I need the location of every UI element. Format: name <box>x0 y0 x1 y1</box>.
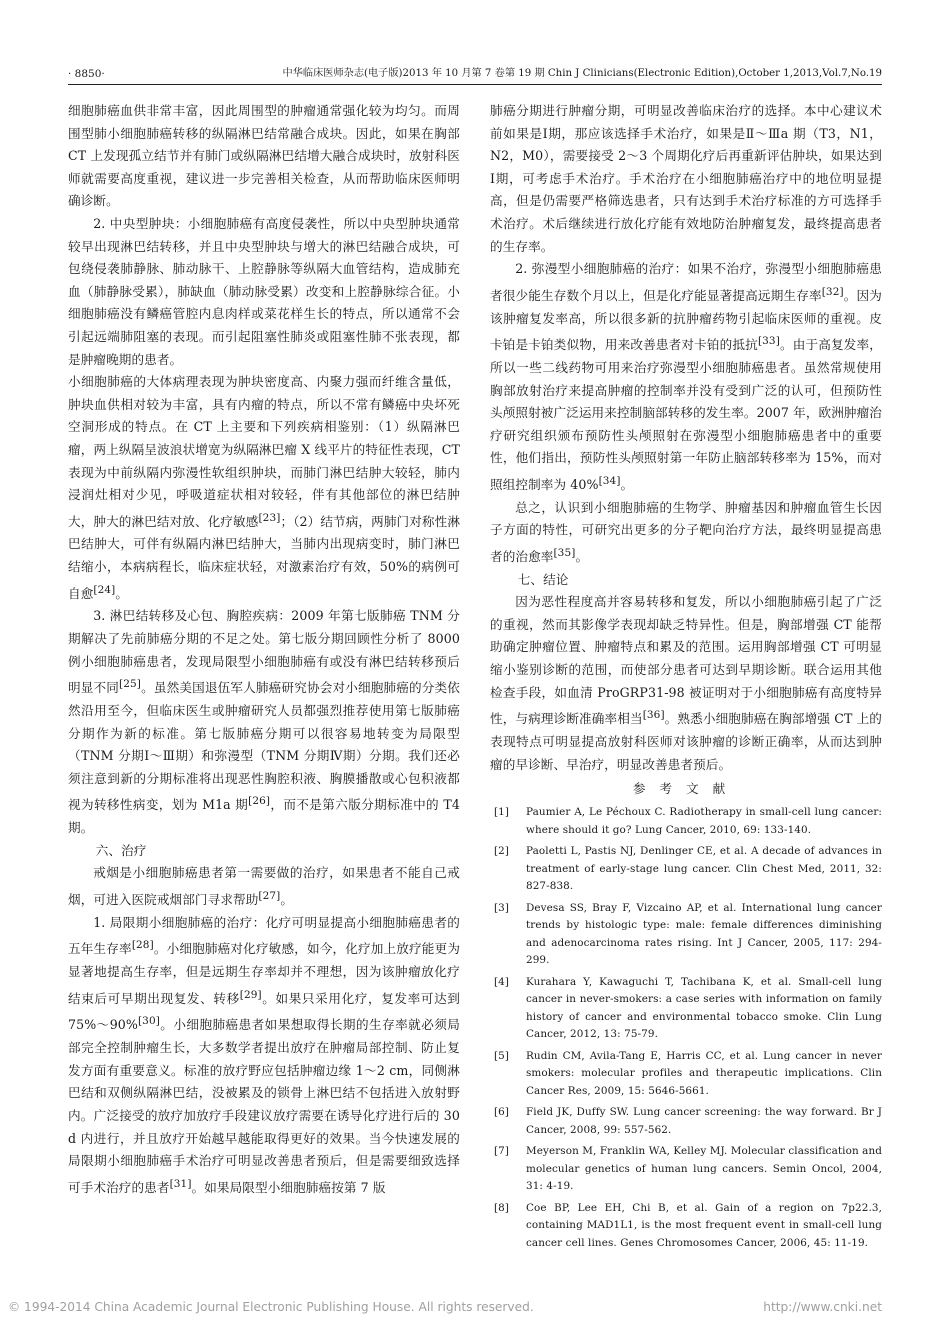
reference-item <box>490 843 882 896</box>
reference-item <box>490 1143 882 1196</box>
citation: [24] <box>93 583 116 596</box>
paragraph: 2. 弥漫型小细胞肺癌的治疗：如果不治疗，弥漫型小细胞肺癌患者很少能生存数个月以上，但是化疗能显著提高远期生存率[32]。因为该肿瘤复发率高，所以很多新的抗肿瘤药物引起临床医师的重视。皮卡铂是卡铂类似物，用来改善患者对卡铂的抵抗[33]。由于高复发率，所以一些二线药物可用来治疗弥漫型小细胞肺癌患者。虽然常规使用胸部放射治疗来提高肿瘤的控制率并没有受到广泛的认可，但预防性头颅照射被广泛运用来控制脑部转移的发生率。2007 年，欧洲肿瘤治疗研究组织颁布预防性头颅照射在弥漫型小细胞肺癌患者中的重要性，他们指出，预防性头颅照射第一年防止脑部转移率为 15%，而对照组控制率为 40%[34]。 <box>490 261 882 493</box>
reference-text: Kurahara Y, Kawaguchi T, Tachibana K, et al. Small-cell lung cancer in never-smokers: a case series with information on family history of cancer and environmental tobacco smoke. Clin Lung Cancer, 2012, 13: 75-79. <box>526 975 882 1041</box>
reference-number: [5] <box>494 1049 510 1062</box>
citation: [28] <box>131 939 154 952</box>
citation: [34] <box>598 474 621 487</box>
reference-item <box>490 804 882 839</box>
reference-number: [1] <box>494 806 510 819</box>
reference-number: [3] <box>494 901 510 914</box>
citation: [32] <box>821 285 844 298</box>
paragraph: 因为恶性程度高并容易转移和复发，所以小细胞肺癌引起了广泛的重视，然而其影像学表现却缺乏特异性。但是，胸部增强 CT 能帮助确定肿瘤位置、肿瘤特点和累及的范围。运用胸部增强 CT 可明显缩小鉴别诊断的范围，而使部分患者可达到早期诊断。联合运用其他检查手段，如血清 ProGRP31-98 被证明对于小细胞肺癌有高度特异性，与病理诊断准确率相当[36]。熟悉小细胞肺癌在胸部增强 CT 上的表现特点可明显提高放射科医师对该肿瘤的诊断正确率，从而达到肿瘤的早诊断、早治疗，明显改善患者预后。 <box>490 594 882 772</box>
copyright-notice: © 1994-2014 China Academic Journal Electronic Publishing House. All rights reserved. <box>8 1300 534 1314</box>
paragraph: 1. 局限期小细胞肺癌的治疗：化疗可明显提高小细胞肺癌患者的五年生存率[28]。小细胞肺癌对化疗敏感，如今，化疗加上放疗能更为显著地提高生存率，但是远期生存率却并不理想，因为该肿瘤放化疗结束后可早期出现复发、转移[29]。如果只采用化疗，复发率可达到 75%～90%[30]。小细胞肺癌患者如果想取得长期的生存率就必须局部完全控制肿瘤生长，大多数学者提出放疗在肿瘤局部控制、防止复发方面有重要意义。标准的放疗野应包括肿瘤边缘 1～2 cm，同侧淋巴结和双侧纵隔淋巴结，没被累及的锁骨上淋巴结不包括进入放射野内。广泛接受的放疗加放疗手段建议放疗需要在诱导化疗进行后的 30 d 内进行，并且放疗开始越早越能取得更好的效果。当今快速发展的局限期小细胞肺癌手术治疗可明显改善患者预后，但是需要细致选择可手术治疗的患者[31]。如果局限型小细胞肺癌按第 7 版 <box>68 914 461 1195</box>
citation: [30] <box>137 1015 160 1028</box>
reference-text: Field JK, Duffy SW. Lung cancer screening: the way forward. Br J Cancer, 2008, 99: 557-562. <box>526 1106 882 1136</box>
right-column <box>490 100 882 1256</box>
left-column <box>68 100 460 1200</box>
reference-number: [2] <box>494 845 510 858</box>
reference-number: [6] <box>494 1106 510 1119</box>
citation: [26] <box>248 795 271 808</box>
reference-item <box>490 1048 882 1101</box>
website-link[interactable]: http://www.cnki.net <box>763 1300 882 1314</box>
reference-number: [4] <box>494 975 510 988</box>
reference-item <box>490 900 882 970</box>
reference-text: Coe BP, Lee EH, Chi B, et al. Gain of a region on 7p22.3, containing MAD1L1, is the most frequent event in small-cell lung cancer cell lines. Genes Chromosomes Cancer, 2006, 45: 11-19. <box>526 1201 882 1249</box>
citation: [29] <box>239 988 262 1001</box>
reference-item <box>490 974 882 1044</box>
page-number: · 8850· <box>68 68 105 80</box>
journal-citation-line: 中华临床医师杂志(电子版)2013 年 10 月第 7 卷第 19 期 Chin J Clinicians(Electronic Edition),October 1,2013,Vol.7,No.19 <box>282 68 882 79</box>
reference-text: Meyerson M, Franklin WA, Kelley MJ. Molecular classification and molecular genetics of human lung cancers. Semin Oncol, 2004, 31: 4-19. <box>526 1145 882 1193</box>
reference-number: [7] <box>494 1145 510 1158</box>
reference-text: Devesa SS, Bray F, Vizcaino AP, et al. International lung cancer trends by histologic type: male: female differences diminishing and adenocarcinoma rates rising. Int J Cancer, 2005, 117: 294-299. <box>526 901 882 967</box>
section-heading: 七、结论 <box>517 571 569 587</box>
paragraph: 3. 淋巴结转移及心包、胸腔疾病：2009 年第七版肺癌 TNM 分期解决了先前肺癌分期的不足之处。第七版分期回顾性分析了 8000 例小细胞肺癌患者，发现局限型小细胞肺癌有或没有淋巴结转移预后明显不同[25]。虽然美国退伍军人肺癌研究协会对小细胞肺癌的分类依然沿用至今，但临床医生或肿瘤研究人员都强烈推荐使用第七版肺癌分期作为新的标准。第七版肺癌分期可以很容易地转变为局限型（TNM 分期Ⅰ～Ⅲ期）和弥漫型（TNM 分期Ⅳ期）分期。我们还必须注意到新的分期标准将出现恶性胸腔积液、胸膜播散或心包积液都视为转移性病变，划为 M1a 期[26]，而不是第六版分期标准中的 T4 期。 <box>68 608 461 836</box>
paragraph: 肺癌分期进行肿瘤分期，可明显改善临床治疗的选择。本中心建议术前如果是Ⅰ期，那应该选择手术治疗，如果是Ⅱ～Ⅲa 期（T3，N1，N2，M0），需要接受 2～3 个周期化疗后再重新评估肿块，如果达到Ⅰ期，可考虑手术治疗。手术治疗在小细胞肺癌治疗中的地位明显提高，但是仍需要严格筛选患者，只有达到手术治疗标准的方可选择手术治疗。术后继续进行放化疗能有效地防治肿瘤复发，最终提高患者的生存率。 <box>490 103 882 254</box>
reference-item <box>490 1200 882 1253</box>
paragraph: 总之，认识到小细胞肺癌的生物学、肿瘤基因和肿瘤血管生长因子方面的特性，可研究出更多的分子靶向治疗方法，最终明显提高患者的治愈率[35]。 <box>490 499 882 565</box>
citation: [33] <box>757 335 780 348</box>
citation: [35] <box>553 546 576 559</box>
citation: [31] <box>169 1177 192 1190</box>
paragraph: 小细胞肺癌的大体病理表现为肿块密度高、内聚力强而纤维含量低，肿块血供相对较为丰富，具有内瘤的特点，所以不常有鳞癌中央坏死空洞形成的特点。在 CT 上主要和下列疾病相鉴别：（1）纵隔淋巴瘤，两上纵隔呈波浪状增宽为纵隔淋巴瘤 X 线平片的特征性表现，CT 表现为中前纵隔内弥漫性软组织肿块，而肺门淋巴结肿大较轻，肺内浸润灶相对少见，呼吸道症状相对较轻，伴有其他部位的淋巴结肿大，肿大的淋巴结对放、化疗敏感[23]；（2）结节病，两肺门对称性淋巴结肿大，可伴有纵隔内淋巴结肿大，当肺内出现病变时，肺门淋巴结缩小，本病病程长，临床症状轻，对激素治疗有效，50%的病例可自愈[24]。 <box>68 374 461 601</box>
citation: [36] <box>642 709 665 722</box>
references-title: 参考文献 <box>632 781 740 797</box>
publisher-footer <box>0 1297 950 1323</box>
reference-text: Paumier A, Le Péchoux C. Radiotherapy in small-cell lung cancer: where should it go? Lung Cancer, 2010, 69: 133-140. <box>526 806 882 836</box>
citation: [27] <box>258 889 281 902</box>
reference-text: Rudin CM, Avila-Tang E, Harris CC, et al. Lung cancer in never smokers: molecular profiles and therapeutic implications. Clin Cancer Res, 2009, 15: 5646-5661. <box>526 1049 882 1097</box>
running-header <box>68 66 882 85</box>
paragraph: 2. 中央型肿块：小细胞肺癌有高度侵袭性，所以中央型肿块通常较早出现淋巴结转移，并且中央型肿块与增大的淋巴结融合成块，可包绕侵袭肺静脉、肺动脉干、上腔静脉等纵隔大血管结构，造成肺充血（肺静脉受累），肺缺血（肺动脉受累）改变和上腔静脉综合征。小细胞肺癌没有鳞癌管腔内息肉样或菜花样生长的特点，所以通常不会引起远端肺阻塞的表现。而引起阻塞性肺炎或阻塞性肺不张表现，都是肿瘤晚期的患者。 <box>68 215 460 367</box>
citation: [23] <box>258 511 281 524</box>
paragraph: 戒烟是小细胞肺癌患者第一需要做的治疗，如果患者不能自己戒烟，可进入医院戒烟部门寻求帮助[27]。 <box>68 865 460 908</box>
reference-text: Paoletti L, Pastis NJ, Denlinger CE, et al. A decade of advances in treatment of early-stage lung cancer. Clin Chest Med, 2011, 32: 827-838. <box>526 845 882 893</box>
paragraph: 细胞肺癌血供非常丰富，因此周围型的肿瘤通常强化较为均匀。而周围型肺小细胞肺癌转移的纵隔淋巴结常融合成块。因此，如果在胸部 CT 上发现孤立结节并有肺门或纵隔淋巴结增大融合成块时，放射科医师就需要高度重视，建议进一步完善相关检查，从而帮助临床医师明确诊断。 <box>68 103 460 209</box>
citation: [25] <box>119 678 142 691</box>
reference-list <box>490 804 882 1252</box>
reference-number: [8] <box>494 1201 510 1214</box>
reference-item <box>490 1104 882 1139</box>
section-heading: 六、治疗 <box>95 842 147 858</box>
